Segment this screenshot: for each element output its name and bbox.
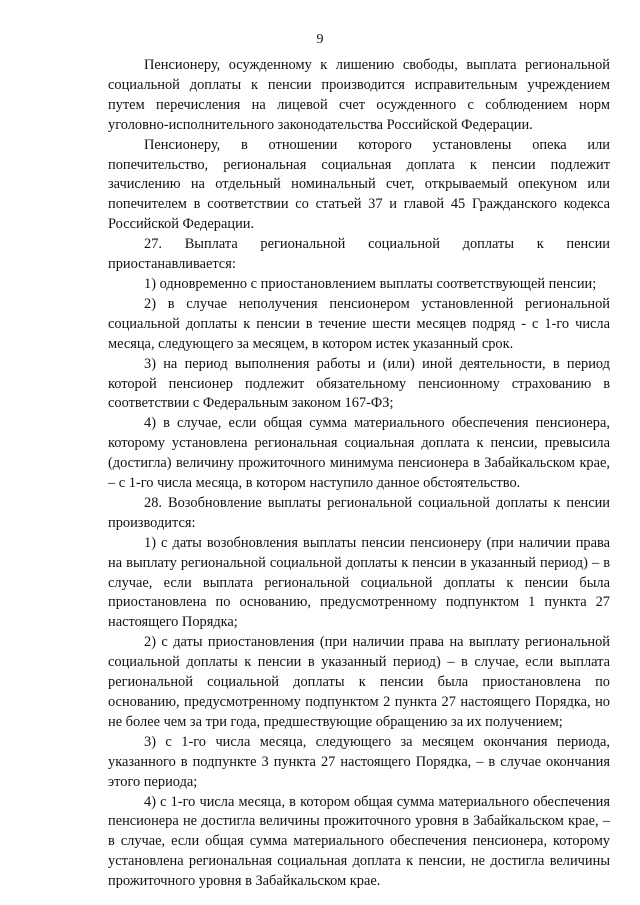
paragraph-27-heading: 27. Выплата региональной социальной доплаты к пенсии приостанавливается: [108,236,610,273]
paragraph-guardianship: Пенсионеру, в отношении которого установлены опека или попечительство, региональная социальная доплата к пенсии подлежит зачислению на отдельный номинальный счет, открываемый опекуном или попечителем в соответствии со статьей 37 и главой 45 Гражданского кодекса Российской Федерации. [108,136,610,233]
paragraph-27-item-4: 4) в случае, если общая сумма материального обеспечения пенсионера, которому установлена региональная социальная доплата к пенсии, превысила (достигла) величину прожиточного минимума пенсионера в Забайкальском крае, – с 1-го числа месяца, в котором наступило данное обстоятельство. [108,415,610,492]
paragraph-27-item-2: 2) в случае неполучения пенсионером установленной региональной социальной доплаты к пенсии в течение шести месяцев подряд - с 1-го числа месяца, следующего за месяцем, в котором истек указанный срок. [108,295,610,352]
paragraph-27-item-3: 3) на период выполнения работы и (или) иной деятельности, в период которой пенсионер подлежит обязательному пенсионному страхованию в соответствии с Федеральным законом 167-ФЗ; [108,355,610,412]
paragraph-28-heading: 28. Возобновление выплаты региональной социальной доплаты к пенсии производится: [108,494,610,531]
paragraph-28-item-3: 3) с 1-го числа месяца, следующего за месяцем окончания периода, указанного в подпункте 3 пункта 27 настоящего Порядка, – в случае окончания этого периода; [108,733,610,790]
paragraph-prisoner-payment: Пенсионеру, осужденному к лишению свободы, выплата региональной социальной доплаты к пенсии производится исправительным учреждением путем перечисления на лицевой счет осужденного с соблюдением норм уголовно-исполнительного законодательства Российской Федерации. [108,57,610,133]
page-number: 9 [316,32,324,47]
paragraph-28-item-4: 4) с 1-го числа месяца, в котором общая сумма материального обеспечения пенсионера не достигла величины прожиточного уровня в Забайкальском крае, – в случае, если общая сумма материального обеспечения пенсионера, которому установлена региональная социальная доплата к пенсии, не достигла величины прожиточного уровня в Забайкальском крае. [108,793,610,890]
paragraph-27-item-1: 1) одновременно с приостановлением выплаты соответствующей пенсии; [144,275,597,292]
document-body [108,56,610,892]
paragraph-28-item-2: 2) с даты приостановления (при наличии права на выплату региональной социальной доплаты к пенсии в указанный период) – в случае, если выплата региональной социальной доплаты к пенсии была приостановлена по основанию, предусмотренному подпунктом 2 пункта 27 настоящего Порядка, но не более чем за три года, предшествующие обращению за их получением; [108,634,610,730]
paragraph-28-item-1: 1) с даты возобновления выплаты пенсии пенсионеру (при наличии права на выплату региональной социальной доплаты к пенсии в указанный период) – в случае, если выплата региональной социальной доплаты к пенсии была приостановлена по основанию, предусмотренному подпунктом 1 пункта 27 настоящего Порядка; [108,534,610,631]
